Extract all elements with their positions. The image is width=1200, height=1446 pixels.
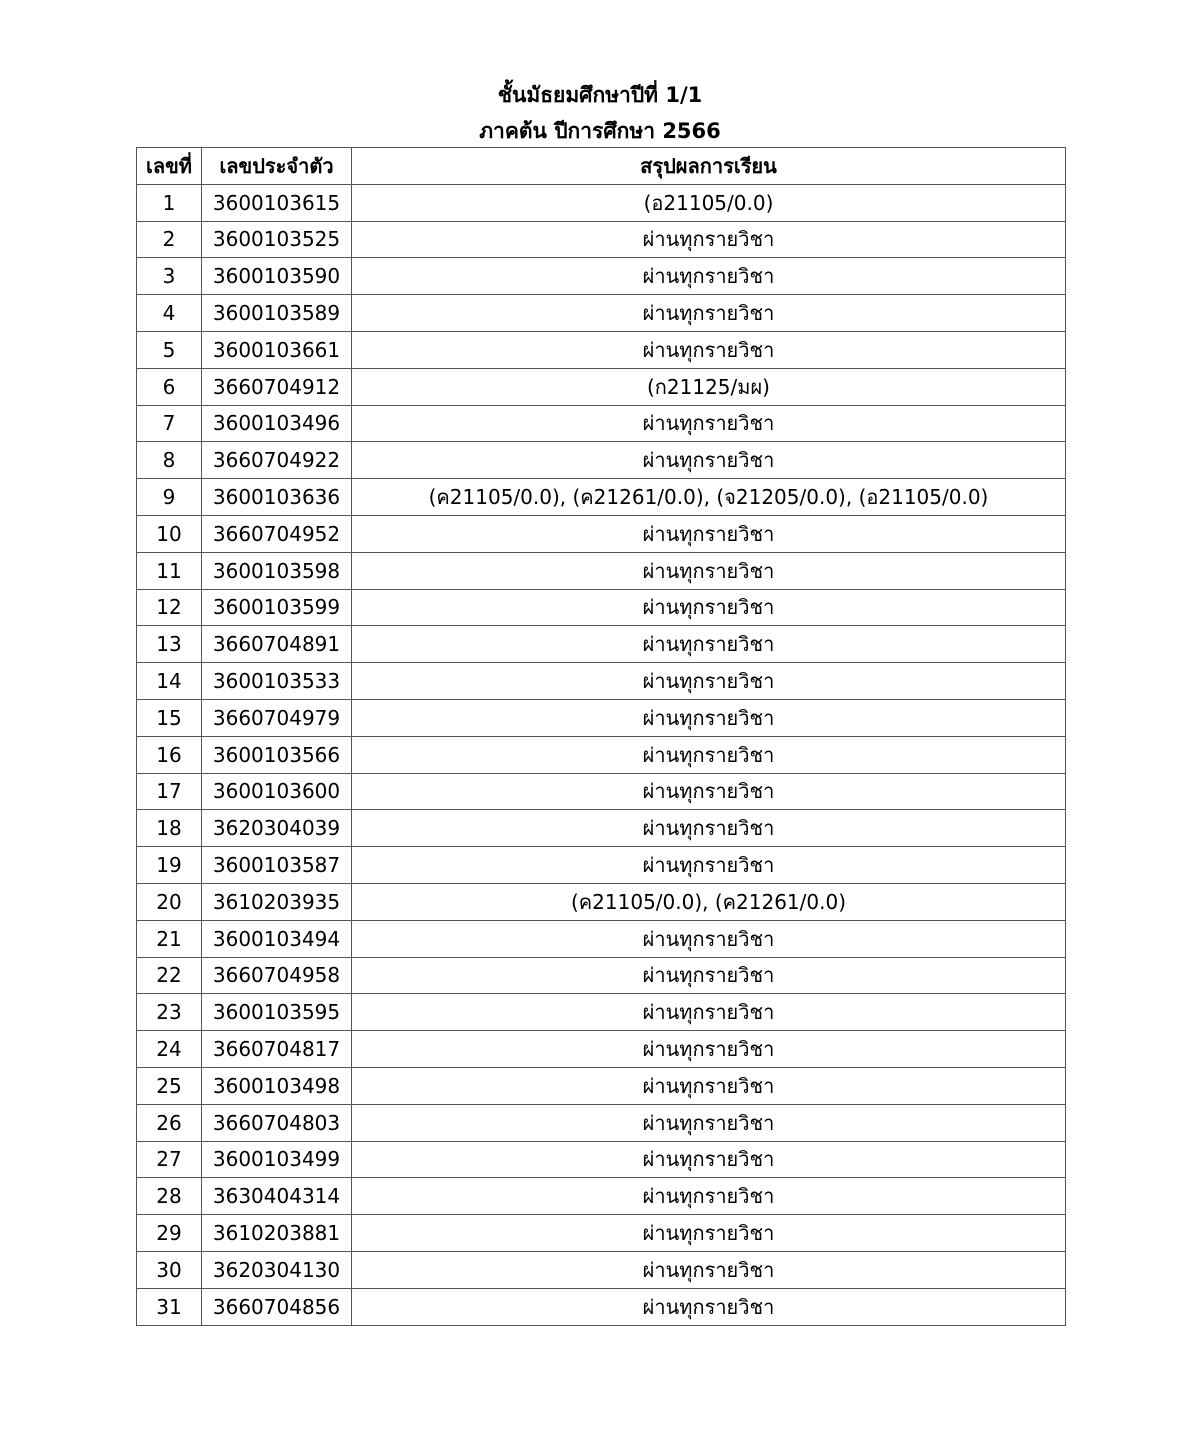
column-header-result: สรุปผลการเรียน xyxy=(352,148,1066,185)
table-row xyxy=(137,1215,1066,1252)
row-number: 24 xyxy=(137,1031,202,1068)
student-id: 3600103566 xyxy=(202,736,352,773)
table-row xyxy=(137,1251,1066,1288)
table-row xyxy=(137,442,1066,479)
header-row xyxy=(137,148,1066,185)
table-row xyxy=(137,736,1066,773)
result-summary: ผ่านทุกรายวิชา xyxy=(352,773,1066,810)
result-summary: ผ่านทุกรายวิชา xyxy=(352,847,1066,884)
column-header-number: เลขที่ xyxy=(137,148,202,185)
row-number: 25 xyxy=(137,1067,202,1104)
table-row xyxy=(137,1141,1066,1178)
row-number: 9 xyxy=(137,479,202,516)
row-number: 20 xyxy=(137,883,202,920)
student-id: 3600103494 xyxy=(202,920,352,957)
row-number: 12 xyxy=(137,589,202,626)
result-summary: ผ่านทุกรายวิชา xyxy=(352,295,1066,332)
result-summary: ผ่านทุกรายวิชา xyxy=(352,331,1066,368)
results-table xyxy=(136,147,1066,1326)
row-number: 14 xyxy=(137,663,202,700)
table-row xyxy=(137,1178,1066,1215)
table-row xyxy=(137,1104,1066,1141)
table-row xyxy=(137,295,1066,332)
table-row xyxy=(137,331,1066,368)
student-id: 3660704856 xyxy=(202,1288,352,1325)
row-number: 6 xyxy=(137,368,202,405)
result-summary: (ก21125/มผ) xyxy=(352,368,1066,405)
result-summary: ผ่านทุกรายวิชา xyxy=(352,552,1066,589)
table-row xyxy=(137,920,1066,957)
student-id: 3600103533 xyxy=(202,663,352,700)
table-row xyxy=(137,883,1066,920)
table-row xyxy=(137,184,1066,221)
result-summary: ผ่านทุกรายวิชา xyxy=(352,920,1066,957)
table-row xyxy=(137,626,1066,663)
row-number: 18 xyxy=(137,810,202,847)
student-id: 3620304130 xyxy=(202,1251,352,1288)
result-summary: ผ่านทุกรายวิชา xyxy=(352,626,1066,663)
table-row xyxy=(137,589,1066,626)
student-id: 3660704979 xyxy=(202,699,352,736)
result-summary: ผ่านทุกรายวิชา xyxy=(352,1141,1066,1178)
result-summary: ผ่านทุกรายวิชา xyxy=(352,736,1066,773)
table-row xyxy=(137,699,1066,736)
row-number: 3 xyxy=(137,258,202,295)
result-summary: ผ่านทุกรายวิชา xyxy=(352,810,1066,847)
table-row xyxy=(137,258,1066,295)
document-title: ชั้นมัธยมศึกษาปีที่ 1/1 xyxy=(497,83,703,107)
student-id: 3600103498 xyxy=(202,1067,352,1104)
table-header xyxy=(137,148,1066,185)
row-number: 7 xyxy=(137,405,202,442)
student-id: 3660704958 xyxy=(202,957,352,994)
row-number: 8 xyxy=(137,442,202,479)
table-row xyxy=(137,552,1066,589)
table-body xyxy=(137,184,1066,1325)
result-summary: ผ่านทุกรายวิชา xyxy=(352,663,1066,700)
table-row xyxy=(137,515,1066,552)
table-row xyxy=(137,1067,1066,1104)
student-id: 3630404314 xyxy=(202,1178,352,1215)
result-summary: (ค21105/0.0), (ค21261/0.0), (จ21205/0.0), (อ21105/0.0) xyxy=(352,479,1066,516)
student-id: 3600103598 xyxy=(202,552,352,589)
row-number: 26 xyxy=(137,1104,202,1141)
student-id: 3610203881 xyxy=(202,1215,352,1252)
student-id: 3600103595 xyxy=(202,994,352,1031)
table-row xyxy=(137,663,1066,700)
row-number: 23 xyxy=(137,994,202,1031)
row-number: 29 xyxy=(137,1215,202,1252)
student-id: 3600103590 xyxy=(202,258,352,295)
row-number: 30 xyxy=(137,1251,202,1288)
row-number: 11 xyxy=(137,552,202,589)
result-summary: ผ่านทุกรายวิชา xyxy=(352,1067,1066,1104)
student-id: 3600103600 xyxy=(202,773,352,810)
result-summary: ผ่านทุกรายวิชา xyxy=(352,957,1066,994)
student-id: 3600103587 xyxy=(202,847,352,884)
student-id: 3600103525 xyxy=(202,221,352,258)
student-id: 3660704952 xyxy=(202,515,352,552)
row-number: 22 xyxy=(137,957,202,994)
student-id: 3660704922 xyxy=(202,442,352,479)
result-summary: ผ่านทุกรายวิชา xyxy=(352,1215,1066,1252)
table-row xyxy=(137,994,1066,1031)
row-number: 13 xyxy=(137,626,202,663)
student-id: 3660704817 xyxy=(202,1031,352,1068)
row-number: 5 xyxy=(137,331,202,368)
table-row xyxy=(137,810,1066,847)
result-summary: (ค21105/0.0), (ค21261/0.0) xyxy=(352,883,1066,920)
table-row xyxy=(137,1031,1066,1068)
student-id: 3660704912 xyxy=(202,368,352,405)
student-id: 3610203935 xyxy=(202,883,352,920)
row-number: 16 xyxy=(137,736,202,773)
result-summary: ผ่านทุกรายวิชา xyxy=(352,994,1066,1031)
student-id: 3620304039 xyxy=(202,810,352,847)
student-id: 3600103661 xyxy=(202,331,352,368)
table-row xyxy=(137,773,1066,810)
result-summary: ผ่านทุกรายวิชา xyxy=(352,442,1066,479)
column-header-student-id: เลขประจำตัว xyxy=(202,148,352,185)
student-id: 3600103636 xyxy=(202,479,352,516)
result-summary: ผ่านทุกรายวิชา xyxy=(352,1178,1066,1215)
result-summary: ผ่านทุกรายวิชา xyxy=(352,258,1066,295)
row-number: 1 xyxy=(137,184,202,221)
student-id: 3600103589 xyxy=(202,295,352,332)
result-summary: ผ่านทุกรายวิชา xyxy=(352,1031,1066,1068)
result-summary: ผ่านทุกรายวิชา xyxy=(352,1251,1066,1288)
table-row xyxy=(137,405,1066,442)
table-row xyxy=(137,479,1066,516)
result-summary: ผ่านทุกรายวิชา xyxy=(352,515,1066,552)
table-row xyxy=(137,221,1066,258)
result-summary: ผ่านทุกรายวิชา xyxy=(352,405,1066,442)
row-number: 10 xyxy=(137,515,202,552)
table-row xyxy=(137,1288,1066,1325)
student-id: 3600103496 xyxy=(202,405,352,442)
result-summary: ผ่านทุกรายวิชา xyxy=(352,589,1066,626)
result-summary: ผ่านทุกรายวิชา xyxy=(352,1288,1066,1325)
row-number: 31 xyxy=(137,1288,202,1325)
student-id: 3600103615 xyxy=(202,184,352,221)
student-id: 3660704891 xyxy=(202,626,352,663)
student-id: 3600103499 xyxy=(202,1141,352,1178)
student-id: 3660704803 xyxy=(202,1104,352,1141)
result-summary: ผ่านทุกรายวิชา xyxy=(352,1104,1066,1141)
row-number: 2 xyxy=(137,221,202,258)
result-summary: ผ่านทุกรายวิชา xyxy=(352,221,1066,258)
row-number: 21 xyxy=(137,920,202,957)
table-row xyxy=(137,957,1066,994)
result-summary: (อ21105/0.0) xyxy=(352,184,1066,221)
student-id: 3600103599 xyxy=(202,589,352,626)
table-row xyxy=(137,847,1066,884)
row-number: 28 xyxy=(137,1178,202,1215)
row-number: 27 xyxy=(137,1141,202,1178)
result-summary: ผ่านทุกรายวิชา xyxy=(352,699,1066,736)
row-number: 17 xyxy=(137,773,202,810)
row-number: 4 xyxy=(137,295,202,332)
document-subtitle: ภาคต้น ปีการศึกษา 2566 xyxy=(479,119,721,143)
table-row xyxy=(137,368,1066,405)
row-number: 19 xyxy=(137,847,202,884)
row-number: 15 xyxy=(137,699,202,736)
